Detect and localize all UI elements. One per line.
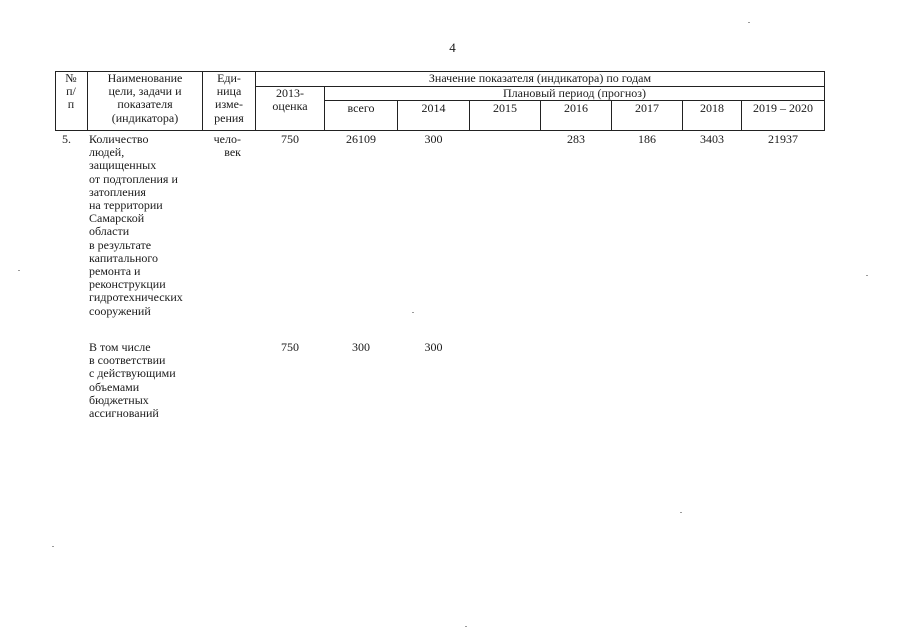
header-col-2016: 2016 xyxy=(564,101,588,115)
row-estimate: 750 xyxy=(281,340,299,354)
header-col-2014: 2014 xyxy=(421,101,446,115)
row-name xyxy=(89,133,201,318)
header-unit-line-2: ница xyxy=(216,84,242,99)
row-total: 26109 xyxy=(346,132,376,146)
row-2016: 283 xyxy=(567,132,585,146)
header-num-line-1: № xyxy=(65,71,77,85)
row-total: 300 xyxy=(352,340,370,354)
row-name-line: людей, xyxy=(89,145,125,160)
row-name-line: реконструкции xyxy=(89,277,166,292)
header-plan-title: Плановый период (прогноз) xyxy=(503,86,646,100)
row-name-line: от подтопления и xyxy=(89,171,178,186)
row-2018: 3403 xyxy=(700,132,724,146)
header-values-title: Значение показателя (индикатора) по годам xyxy=(428,71,652,85)
page-number: 4 xyxy=(449,40,456,55)
row-name-line: Самарской xyxy=(89,211,145,226)
header-name xyxy=(88,72,202,125)
row-unit-line: чело- xyxy=(213,132,241,146)
row-name-line: бюджетных xyxy=(89,392,149,407)
row-name-line: ремонта и xyxy=(89,264,141,279)
header-unit-line-3: изме- xyxy=(215,97,243,112)
row-unit xyxy=(203,133,241,159)
header-estimate-line-2: оценка xyxy=(272,99,308,114)
row-2017: 186 xyxy=(638,132,656,146)
row-unit-line: век xyxy=(224,145,241,160)
row-name-line: области xyxy=(89,224,130,239)
header-num-line-3: п xyxy=(67,97,75,112)
header-estimate-line-1: 2013- xyxy=(276,86,304,100)
header-name-line-3: показателя xyxy=(117,97,173,112)
header-num-line-2: п/ xyxy=(66,84,76,99)
row-name-line: в соответствии xyxy=(89,353,166,368)
scan-speck xyxy=(866,275,868,276)
header-unit-line-4: рения xyxy=(214,110,244,125)
row-2014: 300 xyxy=(424,340,443,354)
row-name-line: на территории xyxy=(89,198,163,213)
header-name-line-4: (индикатора) xyxy=(111,110,179,125)
row-name-line: защищенных xyxy=(89,158,157,173)
row-name-line: сооружений xyxy=(89,303,151,318)
scan-speck xyxy=(52,546,54,547)
header-name-line-2: цели, задачи и xyxy=(108,84,182,99)
row-name-line: Количество xyxy=(89,132,149,146)
scan-speck xyxy=(465,626,467,627)
scan-speck xyxy=(748,22,750,23)
header-name-line-1: Наименование xyxy=(107,71,183,85)
header-col-2017: 2017 xyxy=(635,101,659,115)
row-name xyxy=(89,341,201,420)
row-name-line: в результате xyxy=(89,237,152,252)
scan-speck xyxy=(412,312,414,313)
row-name-line: ассигнований xyxy=(89,406,159,421)
row-name-line: капитального xyxy=(89,250,158,265)
row-name-line: затопления xyxy=(89,184,146,199)
row-name-line: с действующими xyxy=(89,366,176,381)
row-name-line: объемами xyxy=(89,379,140,394)
row-2019-2020: 21937 xyxy=(768,132,798,146)
row-2014: 300 xyxy=(424,132,443,146)
header-col-2015: 2015 xyxy=(493,101,517,115)
header-col-2019-2020: 2019 – 2020 xyxy=(753,101,813,115)
header-col-total: всего xyxy=(347,101,375,115)
scan-speck xyxy=(18,270,20,271)
header-unit xyxy=(203,72,255,125)
header-col-2018: 2018 xyxy=(700,101,724,115)
scan-speck xyxy=(680,512,682,513)
header-num xyxy=(55,72,87,112)
row-num: 5. xyxy=(62,132,71,146)
header-estimate xyxy=(256,87,324,113)
row-estimate: 750 xyxy=(281,132,299,146)
row-name-line: гидротехнических xyxy=(89,290,183,305)
row-name-line: В том числе xyxy=(89,340,151,354)
header-unit-line-1: Еди- xyxy=(217,71,241,85)
